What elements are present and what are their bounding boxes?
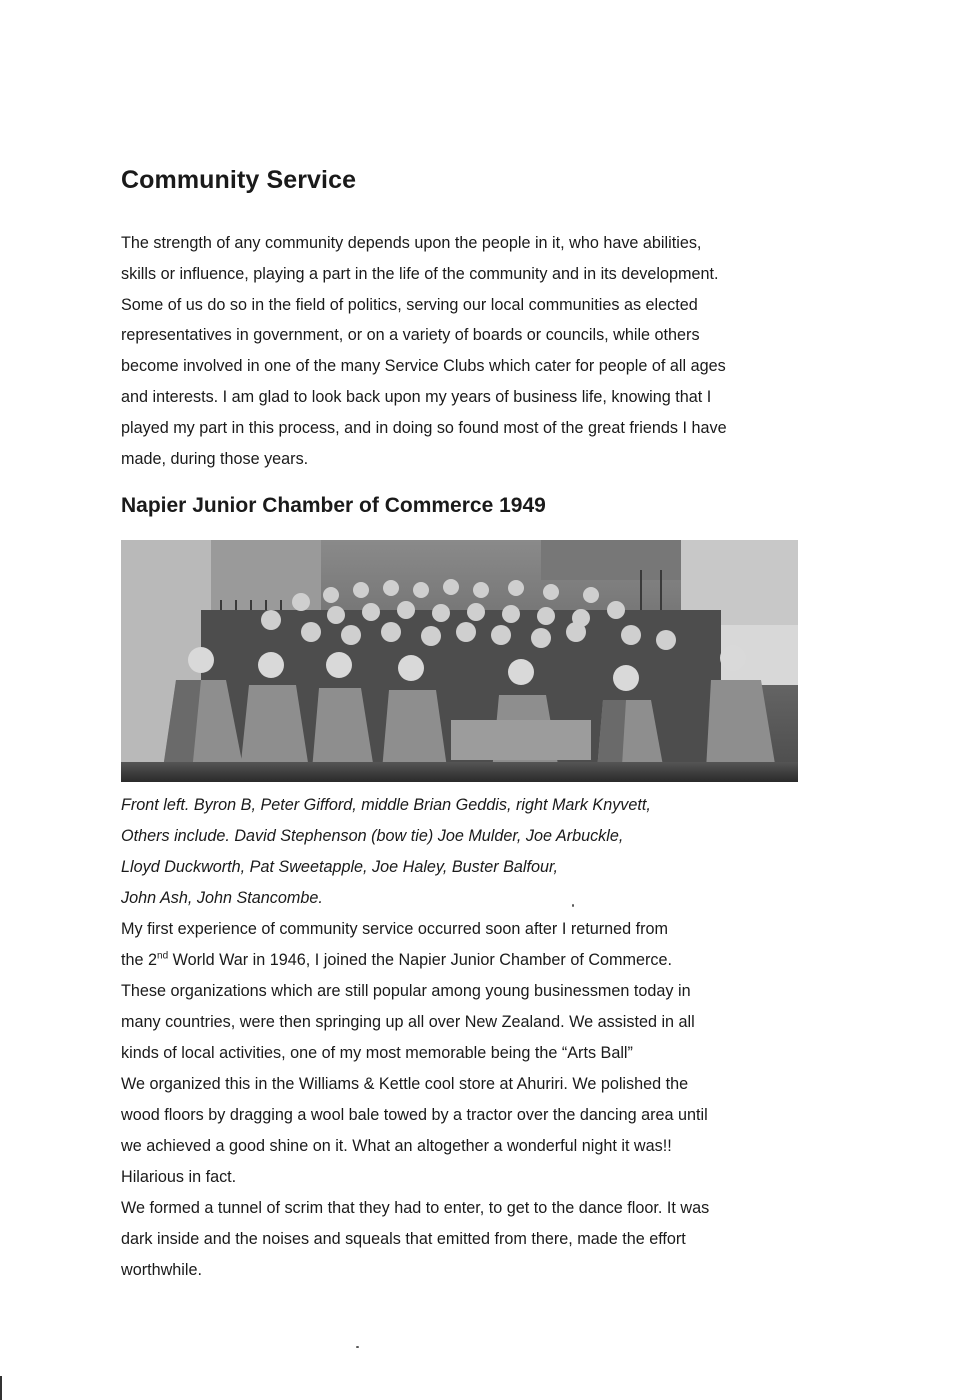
ordinal-superscript: nd [157, 950, 169, 962]
intro-line: played my part in this process, and in doing so found most of the great friends I have [121, 418, 727, 437]
body-paragraph [121, 914, 709, 1286]
body-line: we achieved a good shine on it. What an altogether a wonderful night it was!! [121, 1137, 672, 1155]
scan-binding-mark [0, 1376, 2, 1400]
intro-line: skills or influence, playing a part in the life of the community and in its development. [121, 264, 719, 283]
photo-caption [121, 790, 651, 914]
body-line: Hilarious in fact. [121, 1168, 237, 1186]
body-line: many countries, were then springing up all over New Zealand. We assisted in all [121, 1013, 695, 1031]
section-heading: Napier Junior Chamber of Commerce 1949 [121, 494, 546, 517]
body-line-pre: the 2 [121, 951, 158, 969]
body-line: My first experience of community service occurred soon after I returned from [121, 920, 668, 938]
caption-line: John Ash, John Stancombe. [121, 889, 323, 907]
body-line: wood floors by dragging a wool bale towed by a tractor over the dancing area until [121, 1106, 708, 1124]
scan-speck [356, 1346, 359, 1348]
caption-line: Others include. David Stephenson (bow tie) Joe Mulder, Joe Arbuckle, [121, 827, 624, 845]
intro-line: representatives in government, or on a variety of boards or councils, while others [121, 326, 700, 345]
body-line: dark inside and the noises and squeals that emitted from there, made the effort [121, 1230, 686, 1248]
intro-paragraph [121, 228, 841, 474]
scan-speck [572, 904, 574, 907]
body-line: worthwhile. [121, 1261, 202, 1279]
intro-line: Some of us do so in the field of politics, serving our local communities as elected [121, 295, 698, 314]
group-photo [121, 540, 798, 782]
body-line: We formed a tunnel of scrim that they had to enter, to get to the dance floor. It was [121, 1199, 710, 1217]
caption-line: Front left. Byron B, Peter Gifford, middle Brian Geddis, right Mark Knyvett, [121, 796, 651, 814]
body-line: We organized this in the Williams & Kettle cool store at Ahuriri. We polished the [121, 1075, 689, 1093]
body-line-post: World War in 1946, I joined the Napier Junior Chamber of Commerce. [168, 951, 672, 969]
group-photo-icon [121, 540, 798, 782]
intro-line: become involved in one of the many Service Clubs which cater for people of all ages [121, 357, 726, 376]
intro-line: and interests. I am glad to look back upon my years of business life, knowing that I [121, 387, 712, 406]
body-line: kinds of local activities, one of my most memorable being the “Arts Ball” [121, 1044, 633, 1062]
intro-line: made, during those years. [121, 449, 309, 468]
intro-line: The strength of any community depends upon the people in it, who have abilities, [121, 234, 702, 252]
body-line: These organizations which are still popular among young businessmen today in [121, 982, 691, 1000]
body-line-with-superscript [121, 945, 709, 976]
page-title: Community Service [121, 166, 357, 194]
caption-line: Lloyd Duckworth, Pat Sweetapple, Joe Haley, Buster Balfour, [121, 858, 558, 876]
